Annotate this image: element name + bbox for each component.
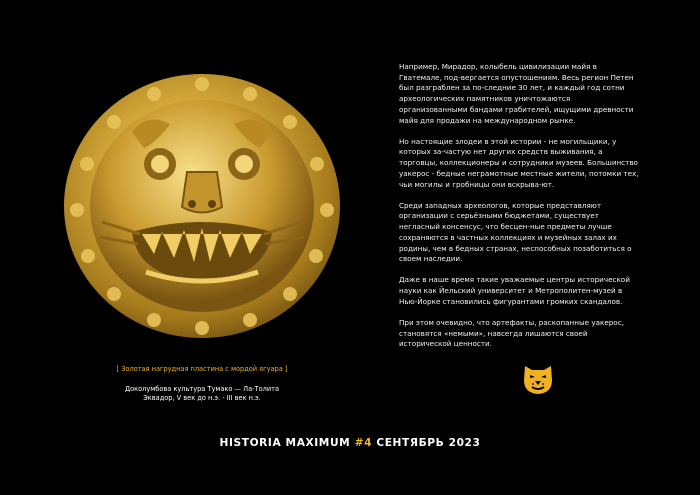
jaguar-plate-image	[62, 72, 342, 340]
article-paragraph: Даже в наше время такие уважаемые центры исторической науки как Йельский университет и Метрополитен-музей в Нью-Йорке становились фигурантами громких скандалов.	[399, 275, 630, 306]
footer-issue-number: #4	[354, 437, 373, 449]
footer-brand: HISTORIA MAXIMUM	[219, 437, 355, 449]
caption-title: [ Золотая нагрудная пластина с мордой ягуара ]	[116, 365, 288, 373]
magazine-footer	[0, 437, 700, 449]
article-paragraph: Но настоящие злодеи в этой истории - не могильщики, у которых за-частую нет других средств выживания, а торговцы, коллекционеры и сотрудники музеев. Большинство уакерос - бедные неграмотные местные жители, потомки тех, чьи могилы и гробницы они вскрыва-ют.	[399, 136, 639, 189]
article-body	[399, 62, 639, 361]
article-paragraph: При этом очевидно, что артефакты, раскопанные уакерос, становятся «немыми», навсегда лишаются своей исторической ценности.	[399, 318, 624, 349]
jaguar-head-icon	[521, 362, 555, 396]
article-paragraph: Среди западных археологов, которые представляют организации с серьёзными бюджетами, существует негласный консенсус, что бесцен-ные предметы лучше сохраняются в частных коллекциях и музейных залах их родины, чем в бедных странах, неспособных позаботиться о своем наследии.	[399, 200, 632, 264]
footer-date: СЕНТЯБРЬ 2023	[372, 437, 481, 449]
caption-date: Эквадор, V век до н.э. - III век н.э.	[143, 394, 261, 402]
image-caption	[102, 365, 302, 404]
caption-culture: Доколумбова культура Тумако — Ла-Толита	[124, 384, 280, 393]
article-paragraph: Например, Мирадор, колыбель цивилизации майя в Гватемале, под-вергается опустошениям. Весь регион Петен был разграблен за по-следние 30 лет, и каждый год сотни археологических памятников уничтожаются организованными бандами грабителей, ищущими древности майя для продажи на международном рынке.	[399, 62, 634, 125]
